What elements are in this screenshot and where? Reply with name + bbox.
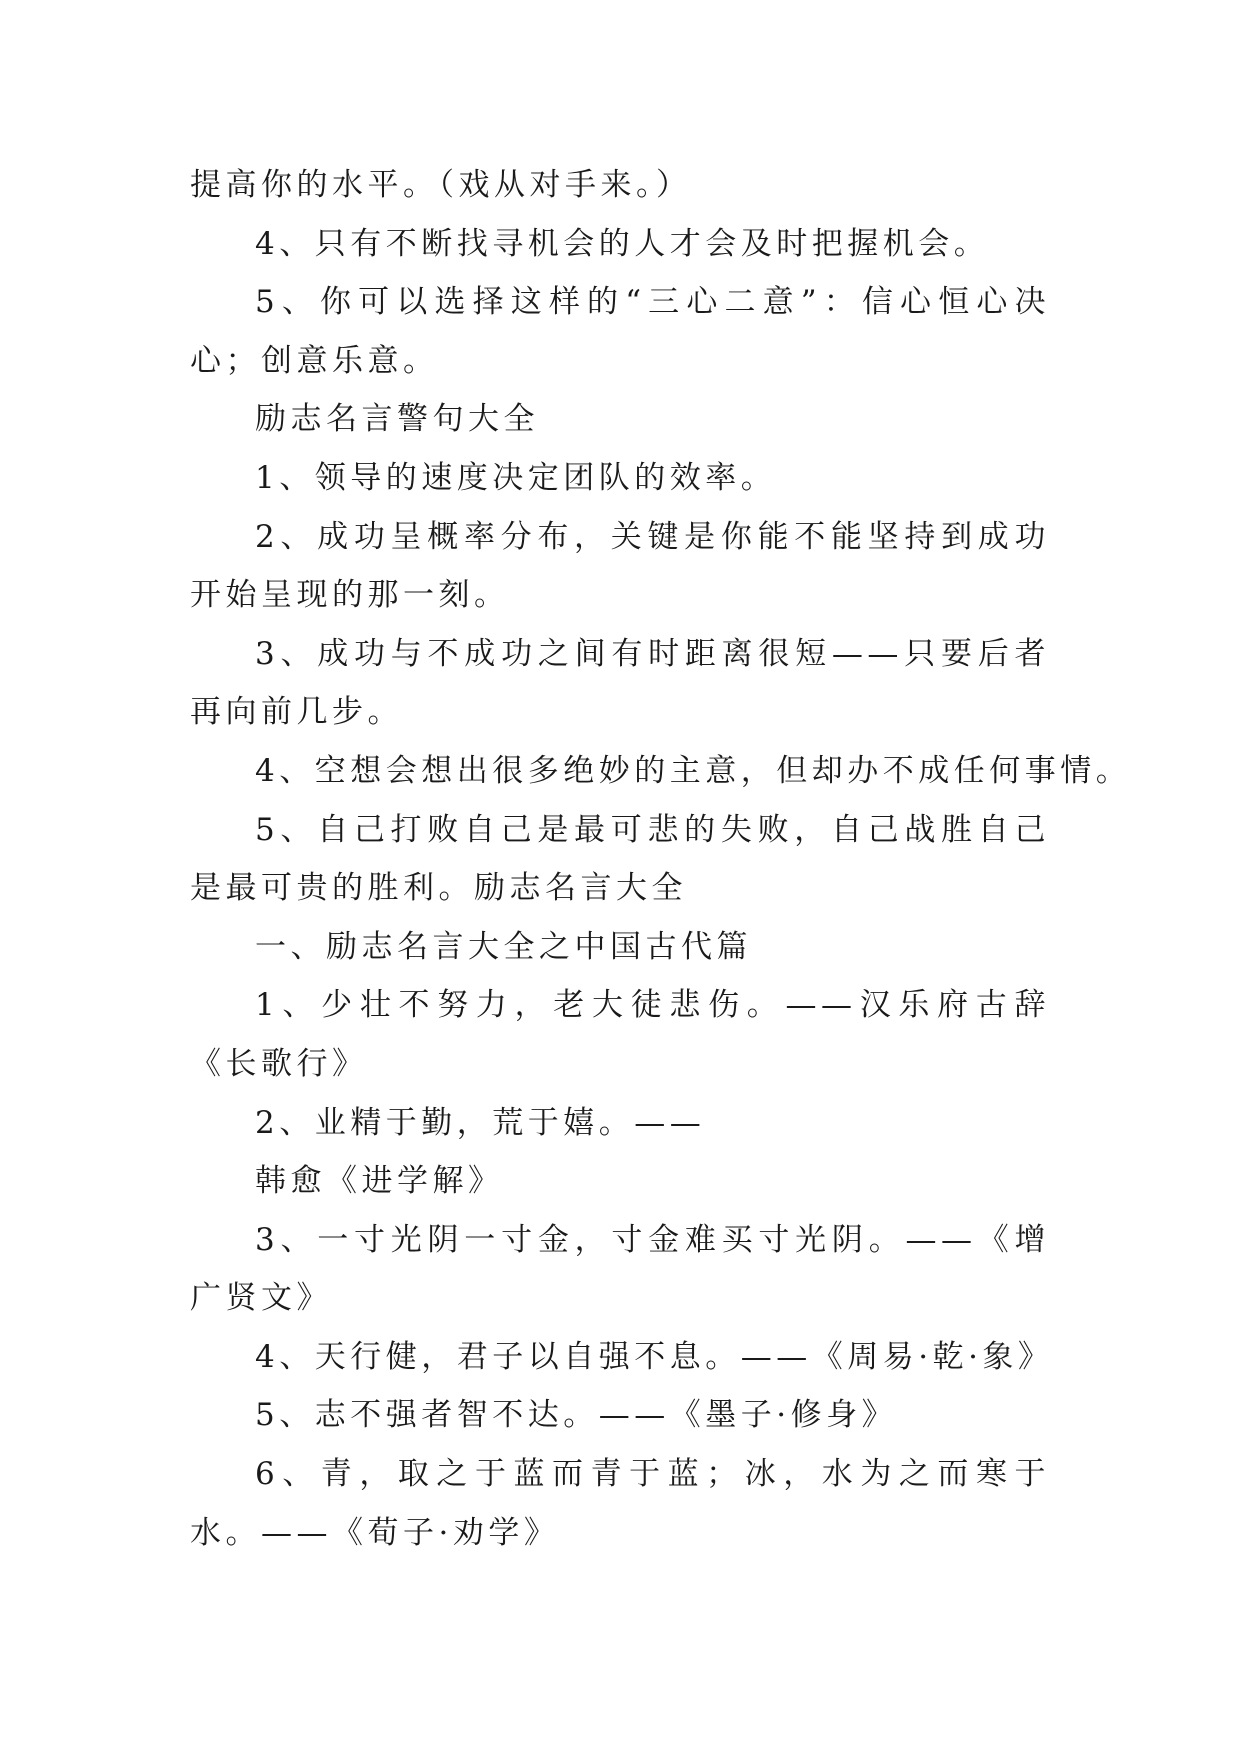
quote-source: 韩愈《进学解》 [255,1163,504,1200]
quote-paragraph: 2、业精于勤，荒于嬉。—— [255,1104,706,1141]
paragraph: 1、领导的速度决定团队的效率。 [255,459,777,496]
document-body [190,156,1132,1562]
section-heading: 一、励志名言大全之中国古代篇 [255,928,752,965]
paragraph: 2、成功呈概率分布，关键是你能不能坚持到成功开始呈现的那一刻。 [190,518,1050,614]
paragraph: 提高你的水平。（戏从对手来。） [190,167,692,203]
quote-paragraph: 6、青，取之于蓝而青于蓝；冰，水为之而寒于水。——《荀子·劝学》 [190,1456,1050,1551]
quote-paragraph: 5、志不强者智不达。——《墨子·修身》 [255,1397,898,1434]
paragraph: 3、成功与不成功之间有时距离很短——只要后者再向前几步。 [190,635,1050,731]
paragraph: 5、你可以选择这样的“三心二意”：信心恒心决心；创意乐意。 [190,284,1050,379]
quote-paragraph: 3、一寸光阴一寸金，寸金难买寸光阴。——《增广贤文》 [190,1221,1050,1317]
quote-paragraph: 4、天行健，君子以自强不息。——《周易·乾·象》 [255,1338,1054,1375]
section-heading: 励志名言警句大全 [255,401,539,438]
paragraph: 4、空想会想出很多绝妙的主意，但却办不成任何事情。 [255,752,1132,789]
paragraph: 5、自己打败自己是最可悲的失败，自己战胜自己是最可贵的胜利。励志名言大全 [190,811,1050,907]
paragraph: 4、只有不断找寻机会的人才会及时把握机会。 [255,225,990,262]
quote-paragraph: 1、少壮不努力，老大徒悲伤。——汉乐府古辞《长歌行》 [190,987,1050,1082]
